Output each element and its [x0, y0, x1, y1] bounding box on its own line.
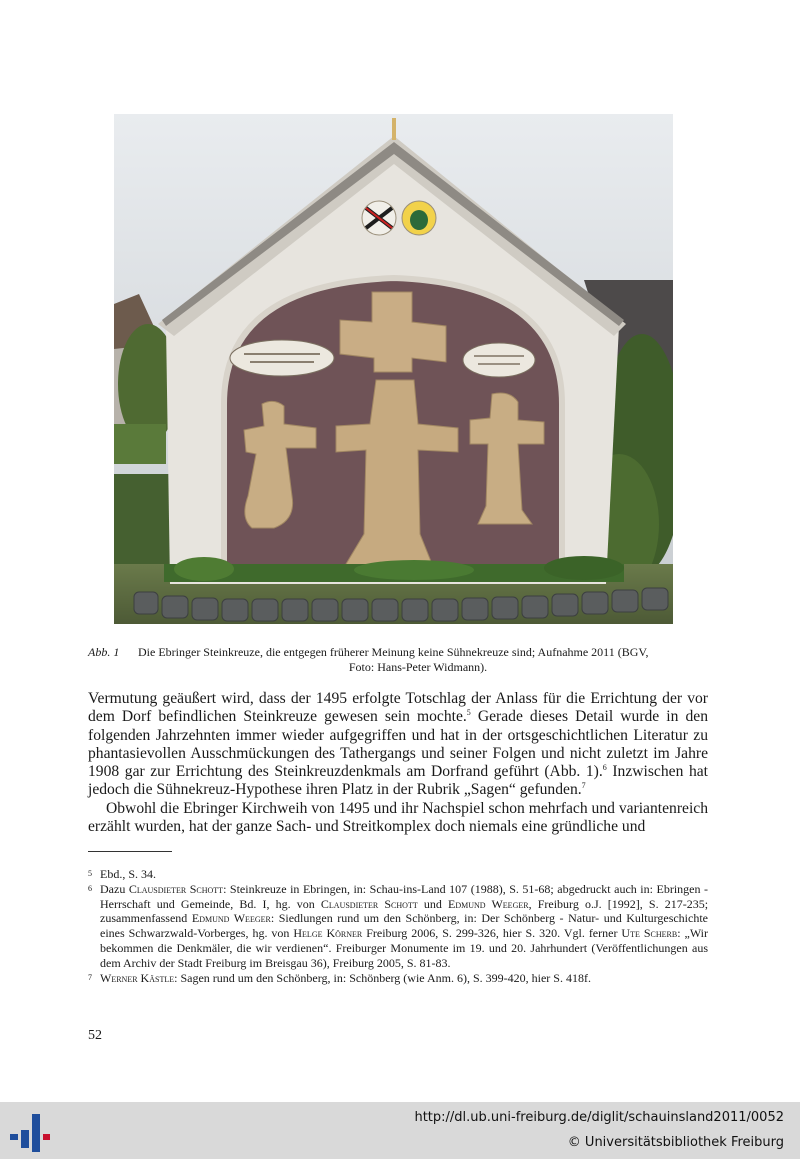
- footnote-number: 7: [88, 972, 92, 982]
- footnote-5: [88, 867, 708, 882]
- footnote-ref-7[interactable]: 7: [581, 781, 586, 791]
- author-name: Ute Scherb: [621, 926, 678, 941]
- footnote-ref-6[interactable]: 6: [602, 763, 607, 773]
- author-name: Edmund Weeger: [191, 911, 271, 926]
- author-name: Helge Körner: [293, 926, 363, 941]
- library-logo-icon: [8, 1112, 52, 1154]
- footer-url-link[interactable]: http://dl.ub.uni-freiburg.de/diglit/schauinsland2011/0052: [414, 1110, 784, 1125]
- footnotes: [88, 867, 708, 985]
- footnote-number: 6: [88, 883, 92, 893]
- footnote-text: und: [417, 896, 448, 911]
- body-text: [88, 690, 708, 836]
- footnote-ref-5[interactable]: 5: [466, 708, 471, 718]
- author-name: Clausdieter Schott: [320, 896, 418, 911]
- footnote-6: [88, 882, 708, 971]
- footnote-number: 5: [88, 869, 92, 878]
- author-name: Werner Kästle: [100, 970, 175, 985]
- footnote-text: Freiburg 2006, S. 299-326, hier S. 320. Vgl. ferner: [362, 926, 622, 941]
- footnote-text: Dazu: [100, 881, 129, 896]
- author-name: Edmund Weeger: [448, 896, 529, 911]
- footnote-text: : „Wir bekommen die Denkmäler, die wir verdienen“. Freiburger Monumente im 19. und 20. Jahrhundert (Veröffentlichungen aus dem Archiv der Stadt Freiburg im Breisgau 36), Freiburg 2005, S. 81-83.: [100, 926, 708, 970]
- caption-line-1: [88, 645, 708, 660]
- footer-copyright: © Universitätsbibliothek Freiburg: [567, 1135, 784, 1150]
- figure-caption: [88, 645, 708, 675]
- caption-text-1: Die Ebringer Steinkreuze, die entgegen früherer Meinung keine Sühnekreuze sind; Aufnahme 2011 (BGV,: [138, 645, 649, 659]
- paragraph-1-part-c: Inzwischen hat jedoch die Sühnekreuz-Hypothese ihren Platz in der Rubrik „Sagen“ gefunden.: [88, 763, 708, 799]
- footnote-text: : Sagen rund um den Schönberg, in: Schönberg (wie Anm. 6), S. 399-420, hier S. 418f.: [174, 970, 591, 985]
- footnote-text: Ebd., S. 34.: [100, 867, 157, 881]
- figure-photo: [114, 114, 673, 624]
- page-number: 52: [88, 1028, 102, 1043]
- chapel-with-stone-crosses-image: [114, 114, 673, 624]
- footnote-text: : Steinkreuze in Ebringen, in: Schau-ins-Land 107 (1988), S. 51-68; abgedruckt auch in: Ebringen - Herrschaft und Gemeinde, Bd. I, hg. von: [100, 881, 708, 911]
- footer-bar: [0, 1102, 800, 1159]
- paragraph-1: [88, 690, 708, 800]
- paragraph-1-part-b: Gerade dieses Detail wurde in den folgenden Jahrzehnten immer wieder aufgegriffen und hat in der ortsgeschichtlichen Literatur zu phantasievollen Ausschmückungen des Tathergangs und seiner Folgen und nicht zuletzt im Jahre 1908 gar zur Errichtung des Steinkreuzdenkmals am Dorfrand geführt (Abb. 1).: [88, 708, 708, 781]
- caption-line-2: Foto: Hans-Peter Widmann).: [348, 660, 488, 674]
- paragraph-1-part-a: Vermutung geäußert wird, dass der 1495 erfolgte Totschlag der Anlass für die Errichtung der vor dem Dorf befindlichen Steinkreuze gewesen sein mochte.: [88, 690, 708, 726]
- paragraph-2: Obwohl die Ebringer Kirchweih von 1495 und ihr Nachspiel schon mehrfach und variantenreich erzählt wurden, hat der ganze Sach- und Streitkomplex doch niemals eine gründliche und: [88, 799, 708, 836]
- author-name: Clausdieter Schott: [128, 881, 224, 896]
- footnote-separator: [88, 851, 172, 852]
- footnote-7: [88, 971, 708, 986]
- footnote-text: , Freiburg o.J. [1992], S. 217-235; zusammenfassend: [100, 896, 709, 926]
- footnote-text: : Siedlungen rund um den Schönberg, in: Der Schönberg - Natur- und Kulturgeschichte eines Schwarzwald-Vorberges, hg. von: [100, 911, 709, 941]
- figure-label: Abb. 1: [88, 645, 120, 659]
